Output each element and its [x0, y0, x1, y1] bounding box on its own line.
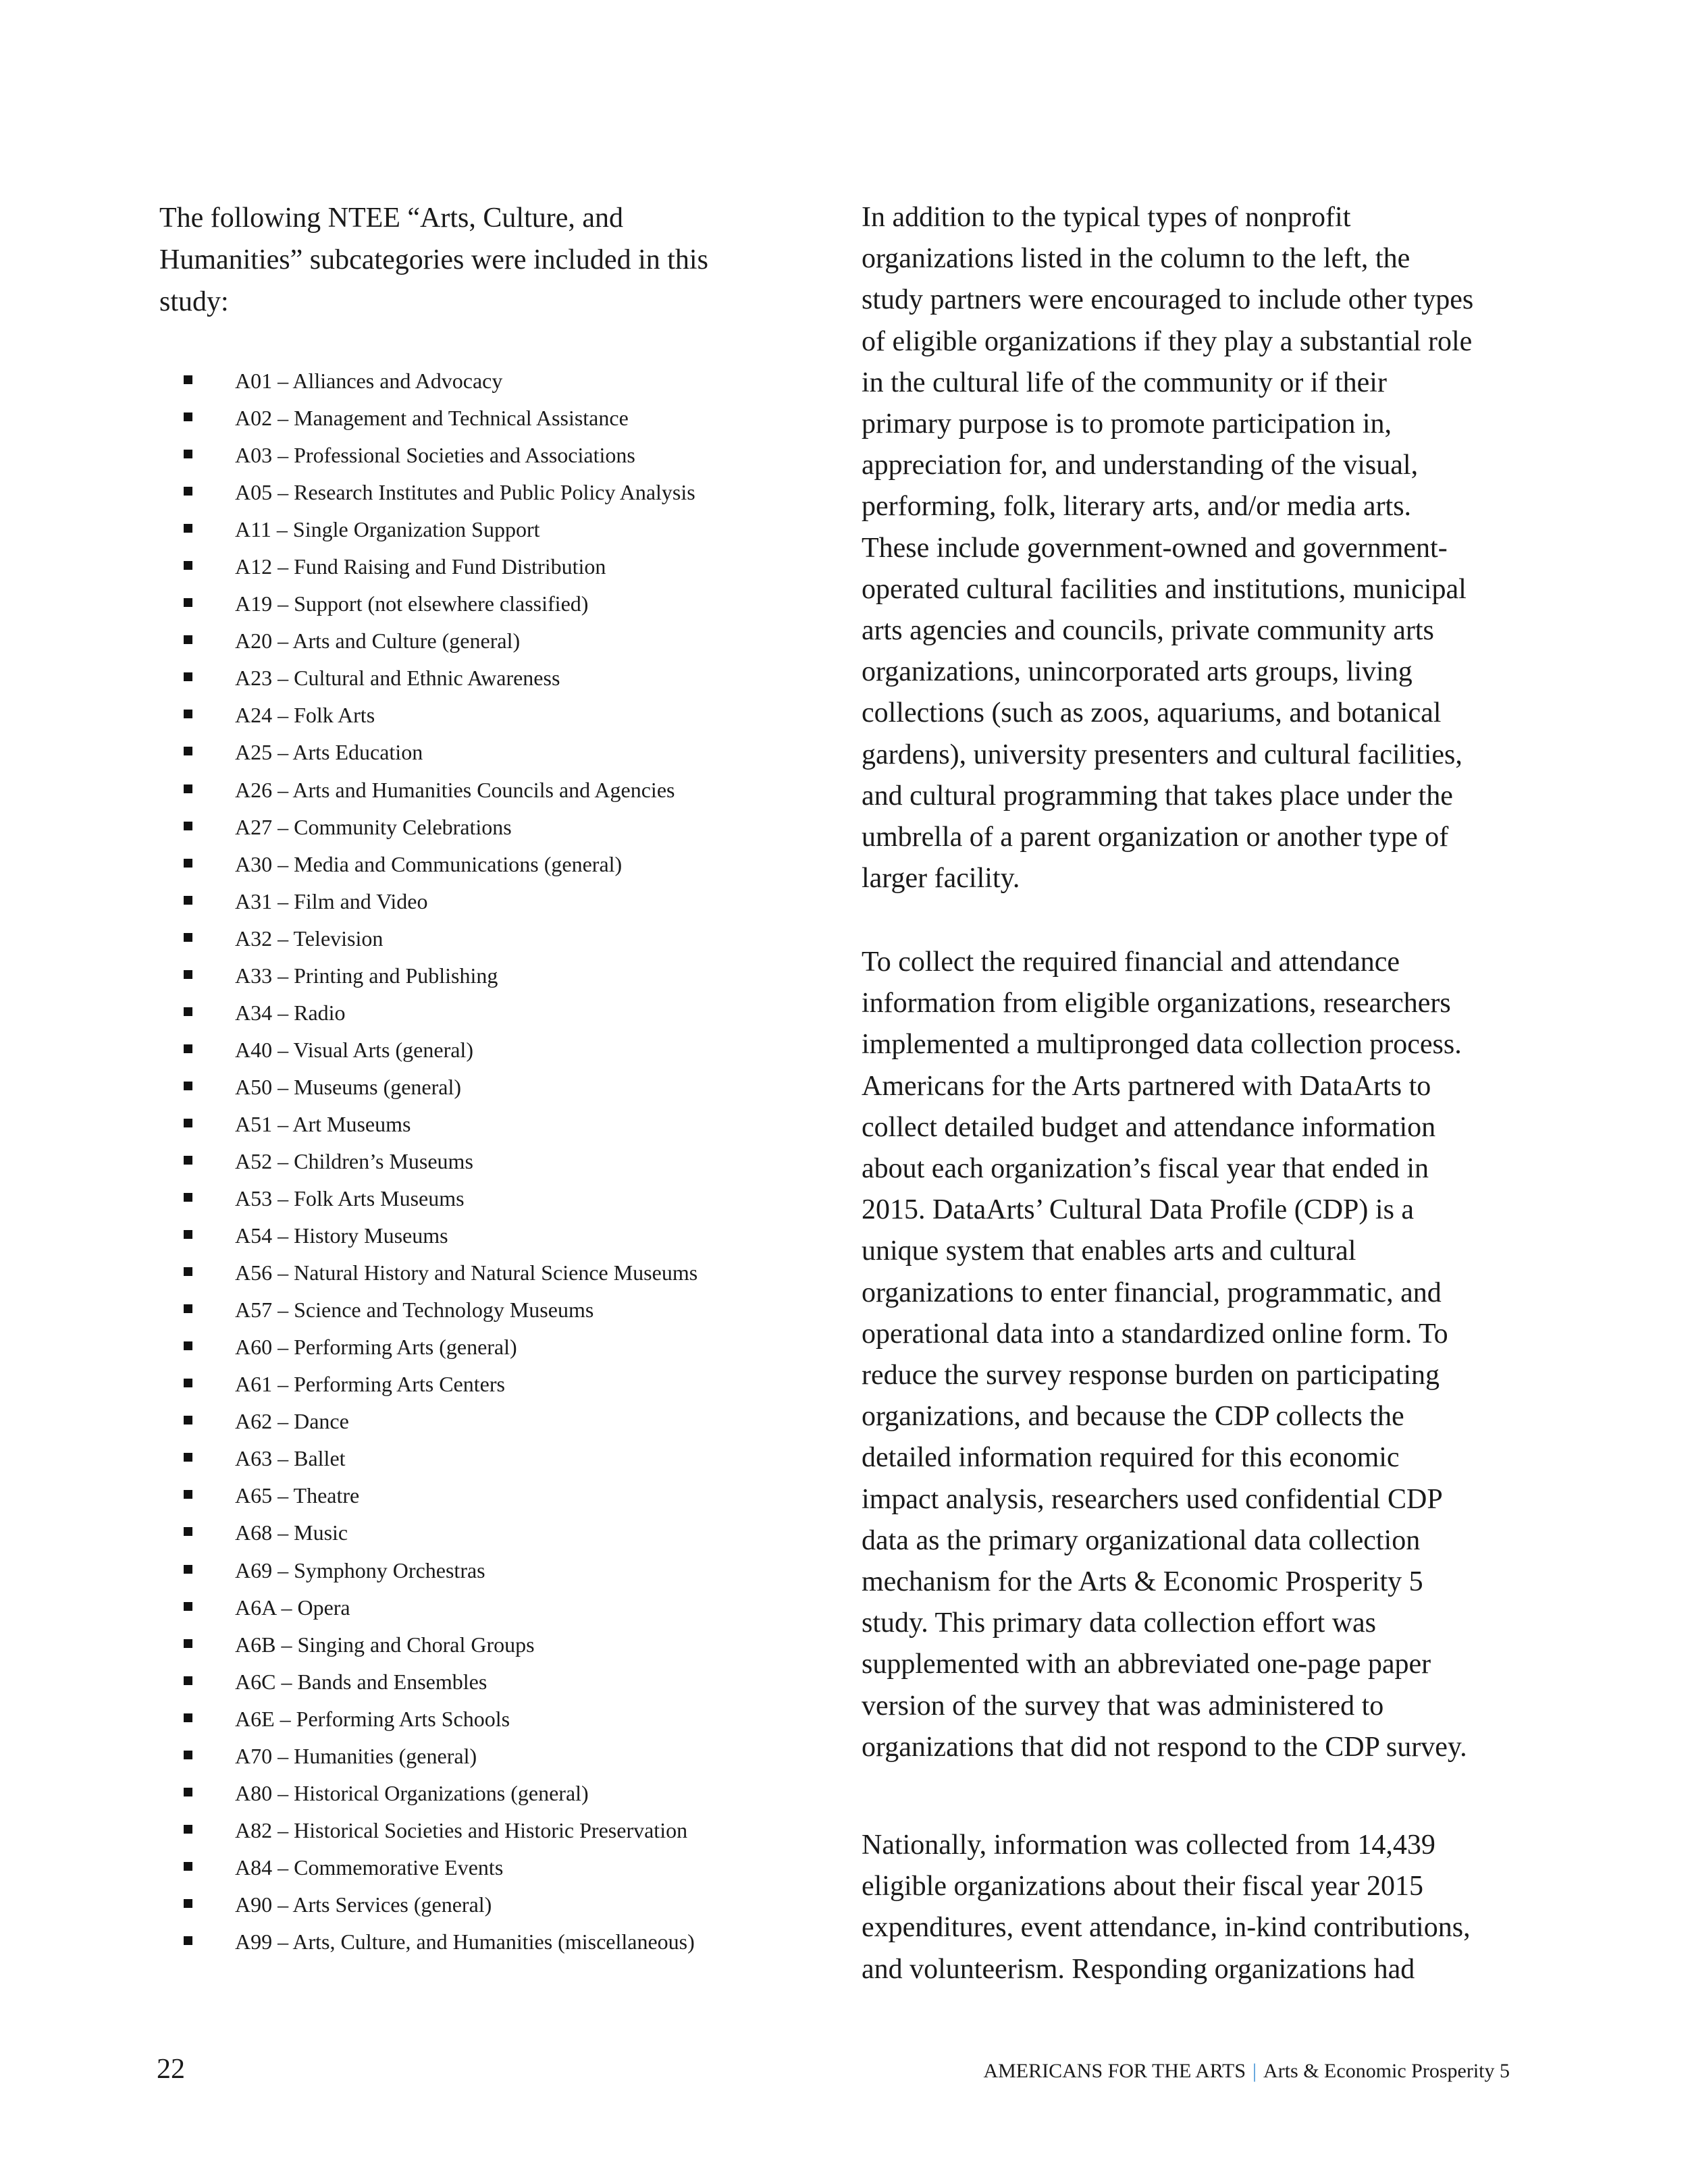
text-line: unique system that enables arts and cultural	[862, 1235, 1356, 1267]
text-line: data as the primary organizational data collection	[862, 1524, 1421, 1556]
square-bullet-icon	[184, 933, 192, 942]
square-bullet-icon	[184, 1713, 192, 1722]
footer-separator: |	[1252, 2060, 1257, 2082]
text-line: mechanism for the Arts & Economic Prosperity 5	[862, 1566, 1423, 1598]
text-line: detailed information required for this economic	[862, 1442, 1400, 1474]
square-bullet-icon	[184, 1193, 192, 1202]
text-line: gardens), university presenters and cultural facilities,	[862, 739, 1462, 770]
text-line: larger facility.	[862, 863, 1020, 895]
list-item-text: A80 – Historical Organizations (general)	[235, 1780, 589, 1805]
square-bullet-icon	[184, 450, 192, 458]
list-item	[159, 548, 767, 585]
square-bullet-icon	[184, 1527, 192, 1536]
text-line: impact analysis, researchers used confidential CDP	[862, 1483, 1443, 1515]
list-item	[159, 809, 767, 846]
list-item	[159, 585, 767, 622]
ntee-subcategory-list	[159, 363, 767, 1961]
list-item	[159, 1589, 767, 1626]
list-item-text: A12 – Fund Raising and Fund Distribution	[235, 554, 606, 579]
square-bullet-icon	[184, 672, 192, 681]
square-bullet-icon	[184, 1676, 192, 1685]
list-item-text: A53 – Folk Arts Museums	[235, 1186, 465, 1211]
list-item	[159, 1069, 767, 1106]
list-item-text: A27 – Community Celebrations	[235, 814, 512, 839]
list-item-text: A34 – Radio	[235, 1000, 346, 1025]
list-item-text: A6C – Bands and Ensembles	[235, 1669, 487, 1694]
list-item	[159, 1254, 767, 1291]
list-item	[159, 920, 767, 957]
list-item	[159, 400, 767, 437]
text-line: These include government-owned and government-	[862, 532, 1448, 564]
square-bullet-icon	[184, 1788, 192, 1796]
list-item-text: A6E – Performing Arts Schools	[235, 1706, 510, 1731]
list-item-text: A61 – Performing Arts Centers	[235, 1372, 505, 1397]
list-item-text: A62 – Dance	[235, 1409, 349, 1434]
list-item	[159, 511, 767, 548]
intro-line: Humanities” subcategories were included in this	[159, 244, 708, 275]
footer-publication: Arts & Economic Prosperity 5	[1263, 2060, 1510, 2082]
square-bullet-icon	[184, 1304, 192, 1313]
text-line: organizations, unincorporated arts groups, living	[862, 656, 1413, 688]
intro-line: The following NTEE “Arts, Culture, and	[159, 203, 624, 234]
list-item	[159, 846, 767, 883]
running-footer	[983, 2058, 1510, 2085]
list-item	[159, 1329, 767, 1366]
list-item-text: A90 – Arts Services (general)	[235, 1892, 492, 1917]
list-item	[159, 1626, 767, 1663]
text-line: operated cultural facilities and institutions, municipal	[862, 573, 1467, 605]
list-item-text: A82 – Historical Societies and Historic Preservation	[235, 1817, 688, 1842]
text-line: appreciation for, and understanding of the visual,	[862, 450, 1419, 481]
paragraph-eligible-organizations	[862, 197, 1537, 899]
list-item-text: A6B – Singing and Choral Groups	[235, 1632, 535, 1657]
list-item-text: A60 – Performing Arts (general)	[235, 1335, 517, 1360]
square-bullet-icon	[184, 1751, 192, 1759]
square-bullet-icon	[184, 1490, 192, 1499]
list-item-text: A32 – Television	[235, 926, 384, 951]
text-line: umbrella of a parent organization or another type of	[862, 822, 1449, 853]
square-bullet-icon	[184, 375, 192, 384]
list-item-text: A57 – Science and Technology Museums	[235, 1298, 594, 1323]
list-item	[159, 1366, 767, 1403]
square-bullet-icon	[184, 1044, 192, 1053]
list-item	[159, 1403, 767, 1440]
square-bullet-icon	[184, 784, 192, 793]
square-bullet-icon	[184, 1230, 192, 1239]
list-item-text: A99 – Arts, Culture, and Humanities (miscellaneous)	[235, 1929, 695, 1954]
square-bullet-icon	[184, 1379, 192, 1387]
list-item	[159, 437, 767, 474]
list-item	[159, 1701, 767, 1738]
text-line: operational data into a standardized online form. To	[862, 1318, 1448, 1350]
text-line: information from eligible organizations, researchers	[862, 988, 1451, 1019]
text-line: version of the survey that was administered to	[862, 1690, 1384, 1722]
square-bullet-icon	[184, 1862, 192, 1871]
list-item	[159, 1849, 767, 1886]
square-bullet-icon	[184, 1936, 192, 1945]
square-bullet-icon	[184, 1341, 192, 1350]
square-bullet-icon	[184, 598, 192, 607]
list-item	[159, 1032, 767, 1069]
list-item-text: A03 – Professional Societies and Associations	[235, 443, 635, 468]
text-line: Americans for the Arts partnered with DataArts to	[862, 1070, 1431, 1102]
square-bullet-icon	[184, 822, 192, 830]
list-item-text: A54 – History Museums	[235, 1223, 448, 1248]
list-item	[159, 1217, 767, 1254]
text-line: study partners were encouraged to include other types	[862, 284, 1474, 316]
list-item	[159, 1923, 767, 1961]
list-item	[159, 1180, 767, 1217]
square-bullet-icon	[184, 896, 192, 905]
list-item-text: A05 – Research Institutes and Public Policy Analysis	[235, 480, 695, 505]
square-bullet-icon	[184, 1156, 192, 1165]
square-bullet-icon	[184, 1899, 192, 1908]
list-item-text: A20 – Arts and Culture (general)	[235, 629, 521, 654]
list-item	[159, 1663, 767, 1701]
list-item	[159, 883, 767, 920]
text-line: performing, folk, literary arts, and/or media arts.	[862, 491, 1412, 523]
square-bullet-icon	[184, 1453, 192, 1462]
list-item-text: A56 – Natural History and Natural Science Museums	[235, 1260, 698, 1285]
list-item-text: A30 – Media and Communications (general)	[235, 851, 623, 876]
list-item-text: A02 – Management and Technical Assistance	[235, 406, 629, 431]
list-item	[159, 660, 767, 697]
list-item	[159, 957, 767, 994]
list-item-text: A65 – Theatre	[235, 1483, 360, 1508]
text-line: organizations that did not respond to the CDP survey.	[862, 1731, 1467, 1763]
text-line: and cultural programming that takes place under the	[862, 780, 1453, 811]
list-item-text: A31 – Film and Video	[235, 888, 428, 913]
text-line: and volunteerism. Responding organizations had	[862, 1953, 1415, 1985]
list-item	[159, 1812, 767, 1849]
text-line: In addition to the typical types of nonprofit	[862, 202, 1351, 233]
list-item	[159, 363, 767, 400]
square-bullet-icon	[184, 524, 192, 533]
list-item	[159, 1738, 767, 1775]
page-number: 22	[157, 2054, 185, 2085]
list-item-text: A6A – Opera	[235, 1595, 350, 1620]
text-line: collect detailed budget and attendance information	[862, 1111, 1436, 1143]
square-bullet-icon	[184, 412, 192, 421]
square-bullet-icon	[184, 1007, 192, 1016]
list-item	[159, 622, 767, 660]
list-item	[159, 1514, 767, 1551]
paragraph-national-results	[862, 1825, 1537, 1990]
paragraph-data-collection	[862, 942, 1537, 1768]
list-item	[159, 1477, 767, 1514]
list-item	[159, 994, 767, 1032]
list-item	[159, 1886, 767, 1923]
square-bullet-icon	[184, 1639, 192, 1648]
list-item-text: A84 – Commemorative Events	[235, 1855, 504, 1880]
text-line: To collect the required financial and attendance	[862, 947, 1400, 978]
list-item-text: A11 – Single Organization Support	[235, 517, 540, 542]
text-line: expenditures, event attendance, in-kind contributions,	[862, 1912, 1471, 1944]
list-item-text: A69 – Symphony Orchestras	[235, 1557, 485, 1582]
text-line: implemented a multipronged data collection process.	[862, 1029, 1462, 1061]
square-bullet-icon	[184, 1082, 192, 1090]
text-line: reduce the survey response burden on participating	[862, 1360, 1440, 1391]
text-line: study. This primary data collection effort was	[862, 1607, 1377, 1639]
text-line: of eligible organizations if they play a substantial role	[862, 325, 1473, 357]
text-line: about each organization’s fiscal year that ended in	[862, 1153, 1429, 1185]
list-item	[159, 1291, 767, 1329]
list-item	[159, 697, 767, 734]
intro-line: study:	[159, 286, 229, 317]
square-bullet-icon	[184, 1565, 192, 1574]
text-line: Nationally, information was collected from 14,439	[862, 1830, 1435, 1861]
text-line: supplemented with an abbreviated one-page paper	[862, 1649, 1431, 1680]
square-bullet-icon	[184, 487, 192, 496]
list-item-text: A19 – Support (not elsewhere classified)	[235, 591, 589, 616]
list-item-text: A01 – Alliances and Advocacy	[235, 369, 503, 393]
text-line: eligible organizations about their fiscal year 2015	[862, 1871, 1423, 1902]
square-bullet-icon	[184, 970, 192, 979]
list-item-text: A23 – Cultural and Ethnic Awareness	[235, 666, 560, 691]
square-bullet-icon	[184, 635, 192, 644]
footer-org: AMERICANS FOR THE ARTS	[983, 2060, 1246, 2082]
list-item-text: A50 – Museums (general)	[235, 1074, 462, 1099]
list-item-text: A51 – Art Museums	[235, 1111, 411, 1136]
list-item	[159, 1143, 767, 1180]
list-item	[159, 772, 767, 809]
list-item	[159, 474, 767, 511]
list-item-text: A68 – Music	[235, 1520, 348, 1545]
square-bullet-icon	[184, 1119, 192, 1127]
square-bullet-icon	[184, 561, 192, 570]
square-bullet-icon	[184, 1825, 192, 1834]
text-line: organizations, and because the CDP collects the	[862, 1401, 1404, 1433]
square-bullet-icon	[184, 747, 192, 755]
list-item-text: A52 – Children’s Museums	[235, 1148, 473, 1173]
list-item	[159, 1552, 767, 1589]
list-item-text: A33 – Printing and Publishing	[235, 963, 498, 988]
list-item-text: A40 – Visual Arts (general)	[235, 1037, 473, 1062]
text-line: in the cultural life of the community or if their	[862, 367, 1387, 398]
text-line: 2015. DataArts’ Cultural Data Profile (CDP) is a	[862, 1194, 1415, 1226]
text-line: collections (such as zoos, aquariums, and botanical	[862, 697, 1442, 729]
list-item-text: A63 – Ballet	[235, 1446, 346, 1471]
left-column	[159, 197, 740, 1954]
text-line: arts agencies and councils, private community arts	[862, 615, 1434, 647]
square-bullet-icon	[184, 1416, 192, 1424]
list-item	[159, 1775, 767, 1812]
intro-text	[159, 197, 740, 323]
list-item	[159, 1440, 767, 1477]
square-bullet-icon	[184, 859, 192, 868]
text-line: organizations to enter financial, programmatic, and	[862, 1277, 1442, 1308]
list-item	[159, 1106, 767, 1143]
list-item-text: A24 – Folk Arts	[235, 703, 375, 728]
text-line: primary purpose is to promote participation in,	[862, 408, 1392, 440]
list-item-text: A70 – Humanities (general)	[235, 1743, 477, 1768]
square-bullet-icon	[184, 1602, 192, 1611]
square-bullet-icon	[184, 1267, 192, 1276]
list-item	[159, 734, 767, 771]
text-line: organizations listed in the column to the left, the	[862, 243, 1410, 275]
square-bullet-icon	[184, 710, 192, 718]
list-item-text: A25 – Arts Education	[235, 740, 423, 765]
list-item-text: A26 – Arts and Humanities Councils and Agencies	[235, 777, 675, 802]
